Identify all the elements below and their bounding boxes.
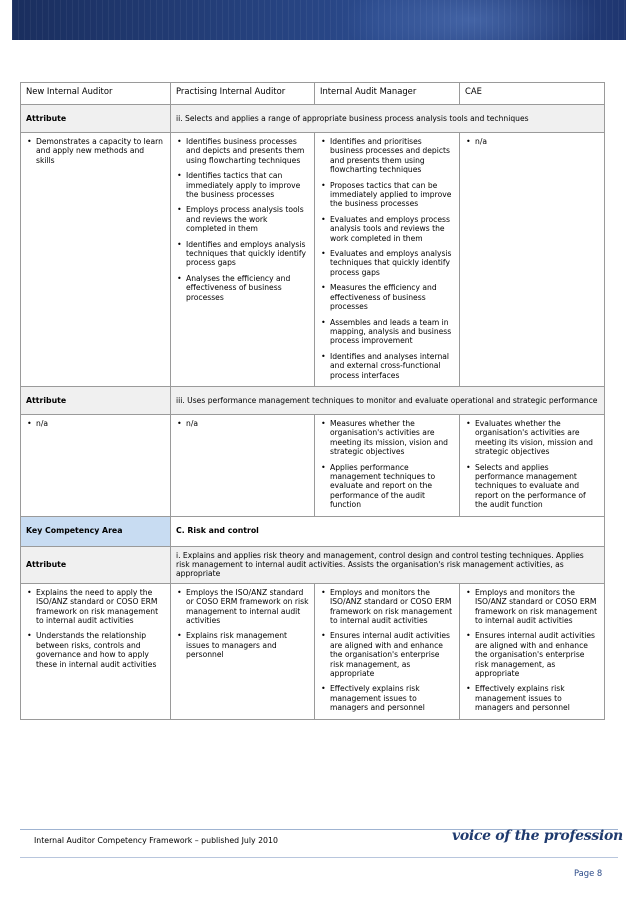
list-item: • Identifies and employs analysis techniques that quickly identify process gaps [176,240,309,268]
bullet-list [320,588,454,713]
attribute-row-c-i [21,546,605,583]
list-item: • Demonstrates a capacity to learn and apply new methods and skills [26,137,165,165]
bullet-list [176,419,309,428]
list-item: • Understands the relationship between risks, controls and governance and how to apply these in internal audit activities [26,631,165,669]
list-item: • Selects and applies performance management techniques to evaluate and report on the performance of the audit function [465,463,599,510]
cell-c-i-cae [460,583,605,719]
attribute-label: Attribute [21,105,171,133]
list-item: • Explains the need to apply the ISO/ANZ standard or COSO ERM framework on risk management to internal audit activities [26,588,165,626]
column-header-row [21,83,605,105]
attribute-row-iii [21,386,605,414]
key-competency-area-value: C. Risk and control [171,516,605,546]
list-item: • Applies performance management techniques to evaluate and report on the performance of the audit function [320,463,454,510]
cell-iii-practising [171,414,315,516]
list-item: • n/a [465,137,599,146]
cell-iii-cae [460,414,605,516]
cell-ii-manager [315,133,460,387]
footer-publication: Internal Auditor Competency Framework – published July 2010 [34,836,278,845]
list-item: • Identifies business processes and depicts and presents them using flowcharting techniques [176,137,309,165]
cell-iii-new [21,414,171,516]
attribute-label: Attribute [21,546,171,583]
bullet-list [465,137,599,146]
attribute-title-iii: iii. Uses performance management techniques to monitor and evaluate operational and strategic performance [171,386,605,414]
banner-glow [342,0,602,40]
bullet-list [320,419,454,510]
col-header-practising-internal-auditor: Practising Internal Auditor [171,83,315,105]
list-item: • Employs and monitors the ISO/ANZ standard or COSO ERM framework on risk management to internal audit activities [320,588,454,626]
list-item: • Effectively explains risk management issues to managers and personnel [320,684,454,712]
content-row-iii [21,414,605,516]
list-item: • Effectively explains risk management issues to managers and personnel [465,684,599,712]
list-item: • Explains risk management issues to managers and personnel [176,631,309,659]
list-item: • Evaluates and employs process analysis tools and reviews the work completed in them [320,215,454,243]
bullet-list [26,137,165,165]
header-banner [12,0,626,40]
list-item: • Measures whether the organisation's activities are meeting its mission, vision and strategic objectives [320,419,454,457]
page-number: Page 8 [574,868,603,878]
bullet-list [26,419,165,428]
footer-slogan: voice of the profession [452,828,623,844]
cell-c-i-practising [171,583,315,719]
list-item: • Identifies and prioritises business processes and depicts and presents them using flowcharting techniques [320,137,454,175]
competency-table [20,82,605,720]
cell-ii-practising [171,133,315,387]
list-item: • Measures the efficiency and effectiveness of business processes [320,283,454,311]
key-competency-area-label: Key Competency Area [21,516,171,546]
list-item: • Employs process analysis tools and reviews the work completed in them [176,205,309,233]
list-item: • Proposes tactics that can be immediately applied to improve the business processes [320,181,454,209]
list-item: • Analyses the efficiency and effectiveness of business processes [176,274,309,302]
bullet-list [26,588,165,669]
list-item: • Employs the ISO/ANZ standard or COSO ERM framework on risk management to internal audit activities [176,588,309,626]
list-item: • Employs and monitors the ISO/ANZ standard or COSO ERM framework on risk management to internal audit activities [465,588,599,626]
attribute-title-ii: ii. Selects and applies a range of appropriate business process analysis tools and techniques [171,105,605,133]
attribute-row-ii [21,105,605,133]
bullet-list [465,419,599,510]
bullet-list [176,137,309,302]
list-item: • Evaluates and employs analysis techniques that quickly identify process gaps [320,249,454,277]
key-competency-area-row [21,516,605,546]
list-item: • Ensures internal audit activities are aligned with and enhance the organisation's enterprise risk management, as appropriate [465,631,599,678]
bullet-list [320,137,454,380]
list-item: • Identifies and analyses internal and external cross-functional process interfaces [320,352,454,380]
content-row-ii [21,133,605,387]
list-item: • Ensures internal audit activities are aligned with and enhance the organisation's enterprise risk management, as appropriate [320,631,454,678]
col-header-cae: CAE [460,83,605,105]
cell-c-i-manager [315,583,460,719]
list-item: • n/a [176,419,309,428]
attribute-label: Attribute [21,386,171,414]
footer-divider-lower [20,857,618,858]
content-row-c-i [21,583,605,719]
list-item: • Assembles and leads a team in mapping, analysis and business process improvement [320,318,454,346]
list-item: • Identifies tactics that can immediately apply to improve the business processes [176,171,309,199]
bullet-list [176,588,309,660]
cell-ii-new [21,133,171,387]
cell-iii-manager [315,414,460,516]
attribute-title-c-i: i. Explains and applies risk theory and management, control design and control testing techniques. Applies risk management to internal audit activities. Assists the organisation's risk management activities, as appropriate [171,546,605,583]
cell-c-i-new [21,583,171,719]
list-item: • n/a [26,419,165,428]
cell-ii-cae [460,133,605,387]
col-header-internal-audit-manager: Internal Audit Manager [315,83,460,105]
list-item: • Evaluates whether the organisation's activities are meeting its vision, mission and strategic objectives [465,419,599,457]
bullet-list [465,588,599,713]
col-header-new-internal-auditor: New Internal Auditor [21,83,171,105]
